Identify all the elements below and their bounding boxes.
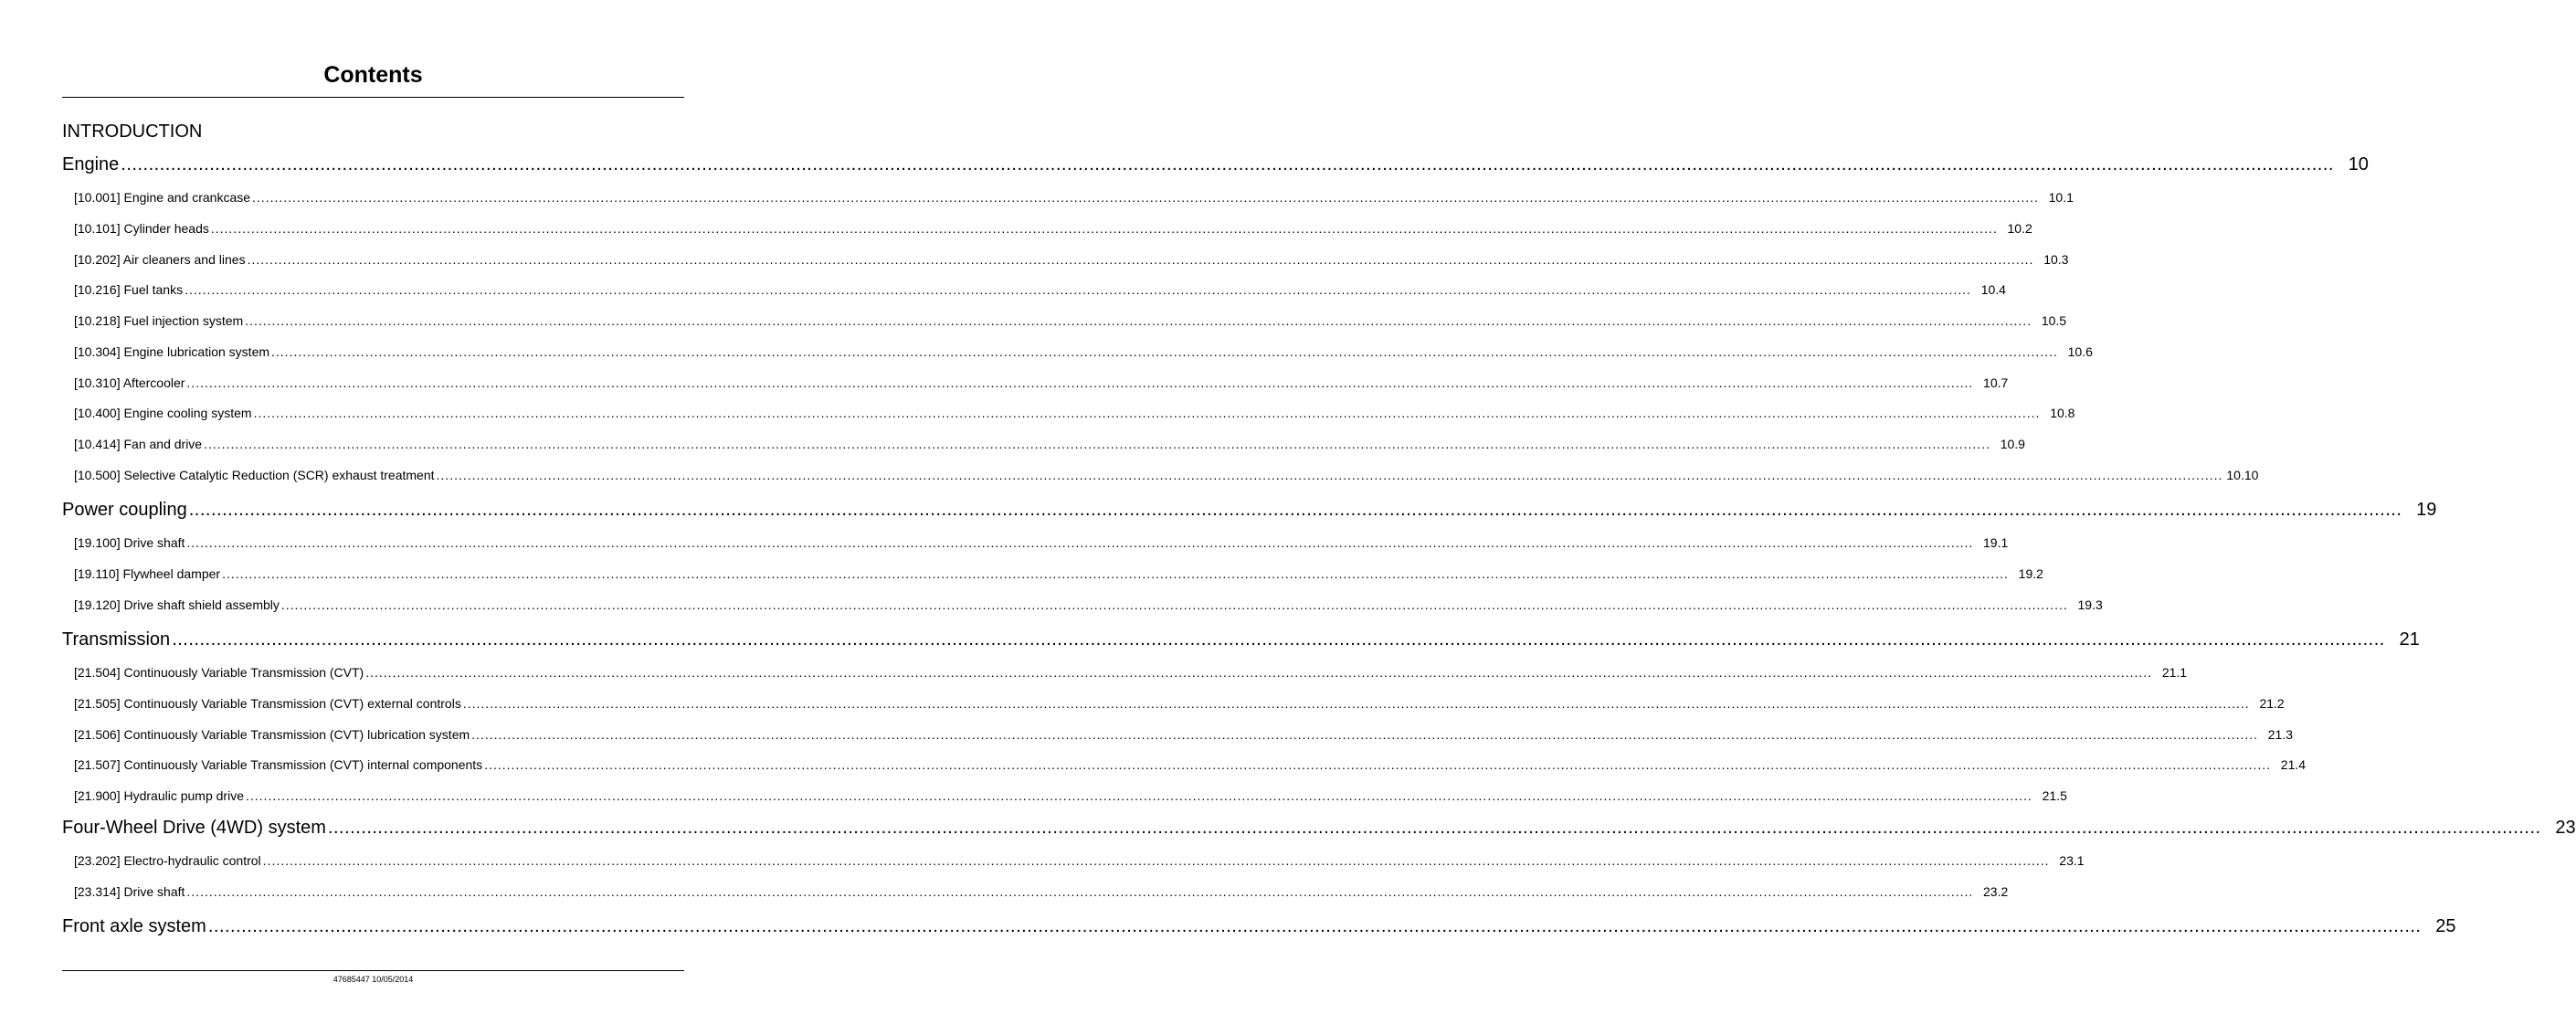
- toc-entry-label: [10.001] Engine and crankcase: [74, 190, 251, 205]
- toc-entry-page: 19: [2416, 500, 2437, 520]
- toc-subsection[interactable]: [74, 403, 2075, 423]
- toc-section[interactable]: [62, 627, 2420, 652]
- toc-leader-dots: ................................................................................................................................................................................................................................................................................................................................................................................................................: [436, 467, 2223, 482]
- toc-entry-page: 10.3: [2043, 251, 2069, 267]
- toc-subsection[interactable]: [74, 434, 2025, 454]
- page-title: Contents: [323, 62, 423, 88]
- toc-leader-dots: ................................................................................................................................................................................................................................................................................................................................................................................................................: [172, 629, 2385, 650]
- toc-entry-label: [10.216] Fuel tanks: [74, 282, 184, 298]
- toc-entry-label: [21.506] Continuously Variable Transmission (CVT) lubrication system: [74, 726, 470, 742]
- toc-leader-dots: ................................................................................................................................................................................................................................................................................................................................................................................................................: [207, 916, 2422, 936]
- toc-leader-dots: ................................................................................................................................................................................................................................................................................................................................................................................................................: [185, 282, 1971, 298]
- toc-entry-label: Power coupling: [62, 500, 187, 520]
- toc-leader-dots: ................................................................................................................................................................................................................................................................................................................................................................................................................: [271, 343, 2058, 359]
- toc-subsection[interactable]: [74, 373, 2009, 393]
- toc-entry-label: Front axle system: [62, 916, 206, 936]
- toc-subsection[interactable]: [74, 564, 2043, 584]
- toc-leader-dots: ................................................................................................................................................................................................................................................................................................................................................................................................................: [462, 695, 2250, 711]
- toc-subsection[interactable]: [74, 218, 2032, 238]
- toc-entry-label: [10.310] Aftercooler: [74, 375, 185, 390]
- toc-leader-dots: ................................................................................................................................................................................................................................................................................................................................................................................................................: [186, 535, 1974, 550]
- toc-section[interactable]: [62, 815, 2576, 840]
- toc-subsection[interactable]: [74, 662, 2188, 682]
- toc-section[interactable]: [62, 152, 2369, 177]
- toc-subsection[interactable]: [74, 724, 2294, 745]
- toc-entry-page: 10.2: [2007, 220, 2032, 236]
- toc-leader-dots: ................................................................................................................................................................................................................................................................................................................................................................................................................: [247, 251, 2034, 267]
- toc-entry-label: Transmission: [62, 629, 171, 650]
- toc-entry-page: 23.1: [2059, 853, 2085, 868]
- toc-subsection[interactable]: [74, 693, 2285, 713]
- toc-entry-page: 10.1: [2048, 190, 2074, 205]
- toc-entry-page: 21: [2399, 629, 2420, 650]
- header-rule: [62, 97, 684, 98]
- toc-subsection[interactable]: [74, 342, 2093, 362]
- toc-entry-label: [23.314] Drive shaft: [74, 883, 185, 899]
- toc-entry-page: 10.7: [1983, 375, 2009, 390]
- toc-entry-page: 10.4: [1980, 282, 2006, 298]
- toc-leader-dots: ................................................................................................................................................................................................................................................................................................................................................................................................................: [210, 220, 1998, 236]
- toc-subsection[interactable]: [74, 882, 2009, 902]
- toc-entry-label: Engine: [62, 154, 120, 174]
- toc-subsection[interactable]: [74, 851, 2085, 871]
- toc-section[interactable]: [62, 497, 2437, 523]
- toc-entry-label: [23.202] Electro-hydraulic control: [74, 853, 261, 868]
- toc-entry-label: [10.414] Fan and drive: [74, 437, 203, 451]
- toc-entry-page: 21.2: [2259, 695, 2285, 711]
- toc-entry-page: 23: [2555, 818, 2576, 838]
- toc-entry-label: [10.101] Cylinder heads: [74, 220, 209, 236]
- toc-subsection[interactable]: [74, 311, 2067, 331]
- toc-subsection[interactable]: [74, 465, 2259, 485]
- toc-entry-page: 10.8: [2050, 406, 2075, 421]
- toc-entry-page: 21.4: [2280, 757, 2307, 773]
- toc-leader-dots: ................................................................................................................................................................................................................................................................................................................................................................................................................: [484, 757, 2272, 773]
- toc-entry-page: 10.10: [2226, 467, 2259, 482]
- toc-entry-label: [19.110] Flywheel damper: [74, 565, 221, 581]
- toc-section[interactable]: [62, 914, 2456, 939]
- toc-entry-page: 19.2: [2018, 565, 2043, 581]
- toc-leader-dots: ................................................................................................................................................................................................................................................................................................................................................................................................................: [186, 375, 1974, 390]
- toc-subsection[interactable]: [74, 755, 2307, 775]
- toc-entry-label: [10.304] Engine lubrication system: [74, 343, 270, 359]
- toc-leader-dots: ................................................................................................................................................................................................................................................................................................................................................................................................................: [253, 406, 2041, 421]
- toc-entry-label: [10.500] Selective Catalytic Reduction (SCR) exhaust treatment: [74, 467, 435, 482]
- toc-entry-page: 19.3: [2077, 597, 2103, 612]
- toc-leader-dots: ................................................................................................................................................................................................................................................................................................................................................................................................................: [280, 597, 2068, 612]
- toc-entry-page: 21.1: [2161, 665, 2188, 680]
- toc-subsection[interactable]: [74, 187, 2074, 207]
- toc-entry-label: [10.218] Fuel injection system: [74, 313, 244, 328]
- toc-leader-dots: ................................................................................................................................................................................................................................................................................................................................................................................................................: [327, 818, 2541, 838]
- toc-entry-page: 19.1: [1983, 535, 2009, 550]
- toc-entry-label: [21.504] Continuously Variable Transmission (CVT): [74, 665, 364, 680]
- footer-document-id: 47685447 10/05/2014: [333, 975, 414, 984]
- toc-subsection[interactable]: [74, 786, 2067, 806]
- toc-entry-page: 23.2: [1983, 883, 2009, 899]
- toc-leader-dots: ................................................................................................................................................................................................................................................................................................................................................................................................................: [121, 154, 2334, 174]
- toc-leader-dots: ................................................................................................................................................................................................................................................................................................................................................................................................................: [252, 190, 2039, 205]
- toc-subsection[interactable]: [74, 280, 2006, 300]
- toc-entry-page: 10.5: [2041, 313, 2067, 328]
- toc-entry-label: Four-Wheel Drive (4WD) system: [62, 818, 326, 838]
- toc-subsection[interactable]: [74, 249, 2069, 269]
- toc-entry-page: 10.6: [2067, 343, 2093, 359]
- toc-entry-page: 21.5: [2042, 788, 2067, 803]
- toc-leader-dots: ................................................................................................................................................................................................................................................................................................................................................................................................................: [188, 500, 2402, 520]
- toc-entry-page: 10.9: [2000, 437, 2025, 451]
- toc-entry-label: [19.100] Drive shaft: [74, 535, 185, 550]
- footer-rule: [62, 970, 684, 971]
- toc-entry-label: [21.507] Continuously Variable Transmission (CVT) internal components: [74, 757, 483, 773]
- toc-leader-dots: ................................................................................................................................................................................................................................................................................................................................................................................................................: [186, 883, 1974, 899]
- toc-leader-dots: ................................................................................................................................................................................................................................................................................................................................................................................................................: [246, 788, 2032, 803]
- toc-subsection[interactable]: [74, 595, 2103, 615]
- toc-entry-page: 21.3: [2267, 726, 2294, 742]
- toc-leader-dots: ................................................................................................................................................................................................................................................................................................................................................................................................................: [365, 665, 2153, 680]
- toc-entry-label: [10.202] Air cleaners and lines: [74, 251, 246, 267]
- toc-entry-page: 25: [2435, 916, 2456, 936]
- toc-entry-page: 10: [2348, 154, 2369, 174]
- section-introduction: INTRODUCTION: [62, 122, 203, 142]
- toc-leader-dots: ................................................................................................................................................................................................................................................................................................................................................................................................................: [204, 437, 1990, 451]
- toc-entry-label: [21.505] Continuously Variable Transmission (CVT) external controls: [74, 695, 461, 711]
- toc-leader-dots: ................................................................................................................................................................................................................................................................................................................................................................................................................: [262, 853, 2050, 868]
- toc-leader-dots: ................................................................................................................................................................................................................................................................................................................................................................................................................: [245, 313, 2032, 328]
- toc-entry-label: [21.900] Hydraulic pump drive: [74, 788, 244, 803]
- toc-leader-dots: ................................................................................................................................................................................................................................................................................................................................................................................................................: [222, 565, 2009, 581]
- toc-entry-label: [19.120] Drive shaft shield assembly: [74, 597, 280, 612]
- toc-entry-label: [10.400] Engine cooling system: [74, 406, 252, 421]
- toc-subsection[interactable]: [74, 533, 2009, 553]
- toc-leader-dots: ................................................................................................................................................................................................................................................................................................................................................................................................................: [471, 726, 2259, 742]
